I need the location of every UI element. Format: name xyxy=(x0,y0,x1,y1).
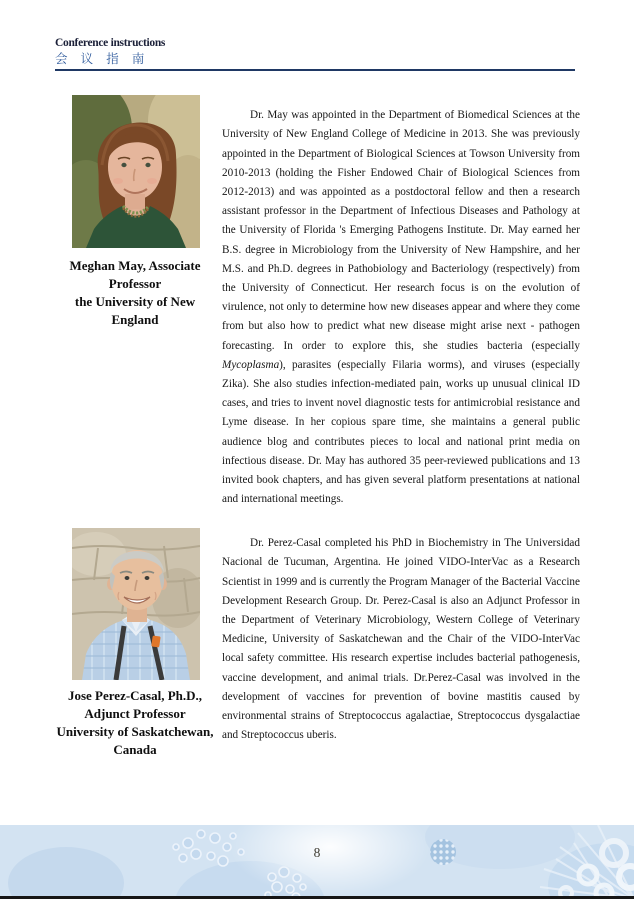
bio-italic-term: Mycoplasma xyxy=(222,358,280,371)
caption-line: England xyxy=(111,312,159,327)
header-title: Conference instructions xyxy=(55,37,166,49)
caption-line: University of Saskatchewan, xyxy=(56,724,214,739)
header-subtitle-chinese: 会 议 指 南 xyxy=(55,52,150,66)
page-header xyxy=(55,37,575,67)
meghan-may-caption xyxy=(38,257,232,329)
bio-text: Dr. May was appointed in the Department of Biomedical Sciences at the University of New England College of Medicine in 2013. She was previously appointed in the Department of Biological Sciences at Towson University from 2010-2013 (holding the Fisher Endowed Chair of Biological Sciences from 2012-2013) and was appointed as a postdoctoral fellow and then a research assistant professor in the Department of Infectious Diseases and Pathology at the University of Florida 's Emerging Pathogens Institute. Dr. May earned her B.S. degree in Microbiology from the University of New Hampshire, and her M.S. and Ph.D. degrees in Pathobiology and Bacteriology (respectively) from the University of Connecticut. Her research focus is on the evolution of virulence, not only to determine how new diseases appear and where they come from but also how to predict what new disease might arise next - pathogen forecasting. In order to explore this, she studies bacteria (especially xyxy=(222,109,580,352)
header-divider xyxy=(55,69,575,71)
footer-microbe-decoration xyxy=(0,825,634,899)
page-number: 8 xyxy=(313,845,321,860)
jose-perez-casal-bio xyxy=(222,534,580,745)
page-footer xyxy=(0,825,634,899)
jose-perez-casal-caption xyxy=(30,687,240,759)
caption-line: Professor xyxy=(108,276,162,291)
caption-line: the University of New xyxy=(74,294,196,309)
jose-perez-casal-photo xyxy=(72,528,200,680)
bio-text: Dr. Perez-Casal completed his PhD in Biochemistry in The Universidad Nacional de Tucuman, Argentina. He joined VIDO-InterVac as a Research Scientist in 1999 and is currently the Program Manager of the Bacterial Vaccine Development Research Group. Dr. Perez-Casal is also an Adjunct Professor in the Department of Veterinary Microbiology, Western College of Veterinary Medicine, University of Saskatchewan and the Chair of the VIDO-InterVac local safety committee. His research expertise includes bacterial pathogenesis, vaccine development, and animal trials. Dr.Perez-Casal was involved in the development of vaccines for prevention of bovine mastitis caused by environmental strains of Streptococcus agalactiae, Streptococcus dysgalactiae and Streptococcus uberis. xyxy=(222,537,580,742)
meghan-may-photo xyxy=(72,95,200,248)
meghan-may-bio xyxy=(222,106,580,509)
bio-text: ), parasites (especially Filaria worms), and viruses (especially Zika). She also studies infection-mediated pain, works up unusual clinical ID cases, and tries to invent novel diagnostic tests for antimicrobial resistance and Lyme disease. In her copious spare time, she maintains a general public audience blog and contributes pieces to local and national print media on infectious disease. Dr. May has authored 35 peer-reviewed publications and 13 invited book chapters, and has given several platform presentations at national and international meetings. xyxy=(222,358,580,506)
caption-line: Jose Perez-Casal, Ph.D., xyxy=(67,688,203,703)
caption-line: Adjunct Professor xyxy=(84,706,186,721)
caption-line: Canada xyxy=(113,742,157,757)
caption-line: Meghan May, Associate xyxy=(69,258,201,273)
